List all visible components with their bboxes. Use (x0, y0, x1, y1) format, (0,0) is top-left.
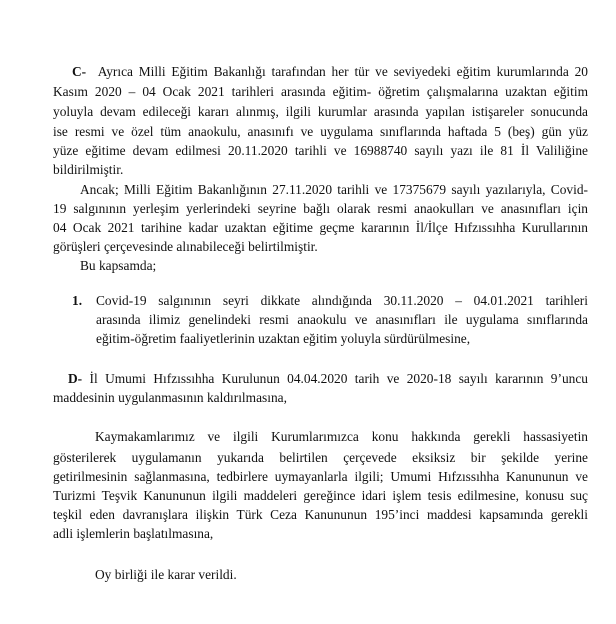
section-d-text-1: İl Umumi Hıfzıssıhha Kurulunun 04.04.2020 tarih ve 2020-18 sayılı kararının 9’uncu (89, 371, 588, 386)
item-1-number: 1. (72, 293, 83, 308)
kaymakam-line-5: teşkil eden davranışlara ilişkin Türk Ceza Kanununun 195’inci maddesi kapsamında gerekli (53, 507, 588, 522)
section-d-label: D- (68, 371, 83, 386)
section-c-line-6: bildirilmiştir. (53, 162, 124, 177)
section-c-line-5: yüze eğitime devam edilmesi 20.11.2020 tarihli ve 16988740 sayılı yazı ile 81 İl Valiliğine (53, 143, 588, 158)
section-c-line-1 (72, 63, 588, 81)
kaymakam-line-4: Turizmi Teşvik Kanununun ilgili maddeleri gereğince idari işlem tesis edilmesine, konusu suç (53, 488, 588, 503)
item-1-line-3: eğitim-öğretim faaliyetlerinin uzaktan eğitim yoluyla sürdürülmesine, (96, 331, 471, 346)
section-d-line-1 (68, 370, 588, 388)
item-1-line-2: arasında ilimiz genelindeki resmi anaokulu ve anasınıfları ile uygulama sınıflarında (96, 312, 588, 327)
section-c-line-4: ise resmi ve özel tüm anaokulu, anasınıfı ve uygulama sınıflarında haftada 5 (beş) gün yüz (53, 124, 588, 139)
bu-kapsamda: Bu kapsamda; (80, 258, 157, 273)
section-d-line-2: maddesinin uygulanmasının kaldırılmasına, (53, 390, 287, 405)
item-1-line-1: Covid-19 salgınının seyri dikkate alındığında 30.11.2020 – 04.01.2021 tarihleri (96, 293, 588, 308)
closing-statement: Oy birliği ile karar verildi. (95, 567, 237, 582)
kaymakam-line-3: getirilmesinin sağlanmasına, tedbirlere uymayanlarla ilgili; Umumi Hıfzıssıhha Kanununun ve (53, 469, 588, 484)
section-c-line-2: Kasım 2020 – 04 Ocak 2021 tarihleri arasında eğitim- öğretim çalışmalarına uzaktan eğitim (53, 84, 588, 99)
ancak-line-4: görüşleri çerçevesinde alınabileceği belirtilmiştir. (53, 239, 318, 254)
section-c-label: C- (72, 64, 87, 79)
kaymakam-line-2: gösterilerek uygulamanın yukarıda belirtilen çerçevede eksiksiz bir şekilde yerine (53, 450, 588, 465)
ancak-line-1: Ancak; Milli Eğitim Bakanlığının 27.11.2020 tarihli ve 17375679 sayılı yazılarıyla, Covid- (80, 182, 588, 197)
section-c-text-1: Ayrıca Milli Eğitim Bakanlığı tarafından her tür ve seviyedeki eğitim kurumlarında 20 (97, 64, 588, 79)
ancak-line-3: 04 Ocak 2021 tarihine kadar uzaktan eğitime geçme kararının İl/İlçe Hıfzıssıhha Kurullarının (53, 220, 588, 235)
kaymakam-line-6: adli işlemlerin başlatılmasına, (53, 526, 214, 541)
ancak-line-2: 19 salgınının yerleşim yerlerindeki seyrine bağlı olarak resmi anaokulları ve anasınıfları için (53, 201, 588, 216)
section-c-line-3: yoluyla devam edileceği kararı alınmış, ilgili kurumlar arasında yapılan istişareler sonucunda (53, 104, 588, 119)
kaymakam-line-1: Kaymakamlarımız ve ilgili Kurumlarımızca konu hakkında gerekli hassasiyetin (95, 429, 588, 444)
